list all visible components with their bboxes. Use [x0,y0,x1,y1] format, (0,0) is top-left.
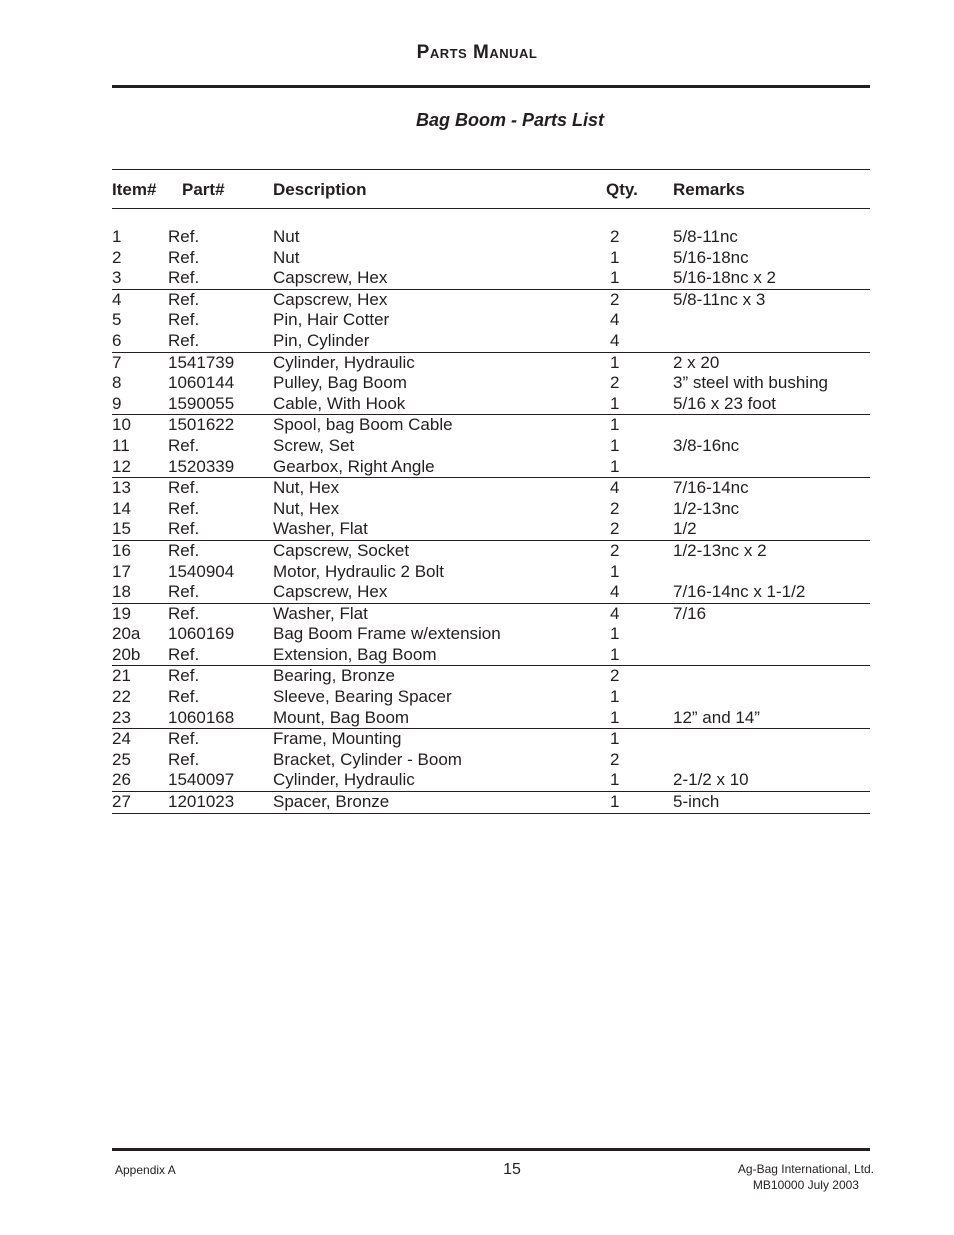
qty-cell: 1 [610,561,620,581]
description-cell: Bag Boom Frame w/extension [273,624,501,644]
table-row [0,770,954,791]
part-cell: Ref. [168,540,200,560]
table-row [0,499,954,520]
qty-cell: 1 [610,268,620,288]
remarks-cell: 7/16 [673,603,707,623]
item-cell: 16 [112,540,131,560]
remarks-cell: 7/16-14nc [673,478,749,498]
table-row [112,728,870,750]
qty-cell: 2 [610,498,620,518]
description-cell: Screw, Set [273,435,355,455]
description-cell: Cylinder, Hydraulic [273,352,415,372]
item-cell: 17 [112,561,131,581]
description-cell: Pin, Cylinder [273,330,370,350]
part-cell: Ref. [168,603,200,623]
description-cell: Spool, bag Boom Cable [273,415,453,435]
qty-cell: 2 [610,519,620,539]
part-cell: Ref. [168,268,200,288]
qty-cell: 4 [610,330,620,350]
table-row [112,791,870,814]
item-cell: 26 [112,770,131,790]
description-cell: Cylinder, Hydraulic [273,770,415,790]
description-cell: Washer, Flat [273,519,368,539]
item-cell: 4 [112,289,122,309]
header-rule [112,85,870,88]
part-cell: Ref. [168,478,200,498]
qty-cell: 1 [610,729,620,749]
item-cell: 18 [112,582,131,602]
item-cell: 11 [112,435,130,455]
part-cell: Ref. [168,289,200,309]
description-cell: Gearbox, Right Angle [273,456,435,476]
item-cell: 12 [112,456,131,476]
table-row [112,352,870,374]
item-cell: 20b [112,644,141,664]
item-cell: 5 [112,310,122,330]
header-part: Part# [182,180,225,199]
table-row [112,603,870,625]
page-number: 15 [503,1161,521,1178]
part-cell: 1540904 [168,561,235,581]
remarks-cell: 1/2-13nc [673,498,740,518]
part-cell: 1060144 [168,373,235,393]
description-cell: Capscrew, Hex [273,582,388,602]
qty-cell: 1 [610,644,620,664]
description-cell: Nut [273,247,300,267]
remarks-cell: 3/8-16nc [673,435,740,455]
part-cell: Ref. [168,227,200,246]
table-row [112,665,870,687]
item-cell: 21 [112,666,131,686]
table-row [0,562,954,583]
item-cell: 6 [112,330,122,350]
qty-cell: 4 [610,478,620,498]
remarks-cell: 2 x 20 [673,352,720,372]
table-row [112,289,870,311]
remarks-cell: 3” steel with bushing [673,373,828,393]
section-title: Bag Boom - Parts List [415,110,605,130]
description-cell: Nut [273,227,300,246]
item-cell: 20a [112,624,141,644]
part-cell: 1501622 [168,415,235,435]
description-cell: Cable, With Hook [273,393,406,413]
qty-cell: 4 [610,603,620,623]
part-cell: 1060169 [168,624,235,644]
part-cell: Ref. [168,687,200,707]
description-cell: Sleeve, Bearing Spacer [273,687,452,707]
description-cell: Nut, Hex [273,478,340,498]
qty-cell: 2 [610,289,620,309]
header-description: Description [273,180,367,199]
qty-cell: 2 [610,373,620,393]
remarks-cell: 1/2 [673,519,697,539]
qty-cell: 1 [610,247,620,267]
item-cell: 3 [112,268,122,288]
qty-cell: 1 [610,792,620,812]
item-cell: 2 [112,247,122,267]
part-cell: Ref. [168,330,200,350]
table-row [0,373,954,394]
page-header-title: Parts Manual [416,42,538,63]
part-cell: Ref. [168,749,200,769]
remarks-cell: 5/16 x 23 foot [673,393,777,413]
qty-cell: 1 [610,393,620,413]
description-cell: Motor, Hydraulic 2 Bolt [273,561,445,581]
remarks-cell: 5/16-18nc [673,247,749,267]
item-cell: 8 [112,373,122,393]
footer-appendix: Appendix A [115,1163,176,1177]
footer-doc-ref: MB10000 July 2003 [752,1178,859,1192]
footer-company: Ag-Bag International, Ltd. [737,1162,874,1176]
table-top-rule [112,169,870,170]
table-row [0,750,954,771]
footer-rule [112,1148,870,1151]
description-cell: Capscrew, Socket [273,540,410,560]
item-cell: 25 [112,749,131,769]
qty-cell: 1 [610,770,620,790]
part-cell: 1540097 [168,770,235,790]
description-cell: Pin, Hair Cotter [273,310,390,330]
remarks-cell: 5-inch [673,792,720,812]
qty-cell: 1 [610,687,620,707]
table-row [112,540,870,562]
part-cell: Ref. [168,666,200,686]
part-cell: 1590055 [168,393,235,413]
qty-cell: 1 [610,456,620,476]
qty-cell: 4 [610,310,620,330]
table-row [0,645,954,666]
item-cell: 27 [112,792,131,812]
remarks-cell: 5/16-18nc x 2 [673,268,777,288]
remarks-cell: 12” and 14” [673,707,760,727]
remarks-cell: 1/2-13nc x 2 [673,540,767,560]
table-row [112,477,870,499]
remarks-cell: 2-1/2 x 10 [673,770,749,790]
description-cell: Pulley, Bag Boom [273,373,407,393]
header-remarks: Remarks [673,180,745,199]
part-cell: 1520339 [168,456,235,476]
qty-cell: 2 [610,227,620,246]
part-cell: 1201023 [168,792,235,812]
description-cell: Capscrew, Hex [273,289,388,309]
part-cell: Ref. [168,582,200,602]
table-row [0,268,954,289]
description-cell: Nut, Hex [273,498,340,518]
part-cell: 1541739 [168,352,235,372]
item-cell: 13 [112,478,131,498]
qty-cell: 1 [610,415,620,435]
item-cell: 7 [112,352,122,372]
remarks-cell: 5/8-11nc x 3 [673,289,766,309]
footer-company-block [738,1161,874,1193]
table-row [0,436,954,457]
qty-cell: 2 [610,540,620,560]
description-cell: Frame, Mounting [273,729,402,749]
part-cell: Ref. [168,435,200,455]
part-cell: Ref. [168,729,200,749]
qty-cell: 1 [610,435,620,455]
item-cell: 14 [112,498,131,518]
item-cell: 15 [112,519,131,539]
table-row [0,227,954,248]
table-row [0,687,954,708]
header-qty: Qty. [606,180,638,199]
table-row [0,331,954,352]
part-cell: Ref. [168,247,200,267]
table-row [112,414,870,436]
table-row [0,582,954,603]
part-cell: Ref. [168,498,200,518]
table-header-rule [112,208,870,209]
table-row [0,624,954,645]
description-cell: Extension, Bag Boom [273,644,437,664]
part-cell: Ref. [168,310,200,330]
qty-cell: 4 [610,582,620,602]
qty-cell: 1 [610,707,620,727]
qty-cell: 1 [610,352,620,372]
item-cell: 9 [112,393,122,413]
part-cell: Ref. [168,644,200,664]
item-cell: 22 [112,687,131,707]
item-cell: 24 [112,729,131,749]
parts-table-body [0,227,954,814]
item-cell: 23 [112,707,131,727]
table-row [0,457,954,478]
description-cell: Bracket, Cylinder - Boom [273,749,462,769]
remarks-cell: 7/16-14nc x 1-1/2 [673,582,806,602]
item-cell: 1 [112,227,122,246]
item-cell: 19 [112,603,131,623]
table-row [0,708,954,729]
item-cell: 10 [112,415,131,435]
description-cell: Washer, Flat [273,603,368,623]
table-header-row [0,180,954,200]
table-row [0,310,954,331]
part-cell: Ref. [168,519,200,539]
table-row [0,248,954,269]
description-cell: Mount, Bag Boom [273,707,410,727]
table-row [0,519,954,540]
description-cell: Capscrew, Hex [273,268,388,288]
header-item: Item# [112,180,157,199]
qty-cell: 2 [610,666,620,686]
table-row [0,394,954,415]
description-cell: Spacer, Bronze [273,792,390,812]
qty-cell: 2 [610,749,620,769]
description-cell: Bearing, Bronze [273,666,395,686]
remarks-cell: 5/8-11nc [673,227,738,246]
part-cell: 1060168 [168,707,235,727]
qty-cell: 1 [610,624,620,644]
